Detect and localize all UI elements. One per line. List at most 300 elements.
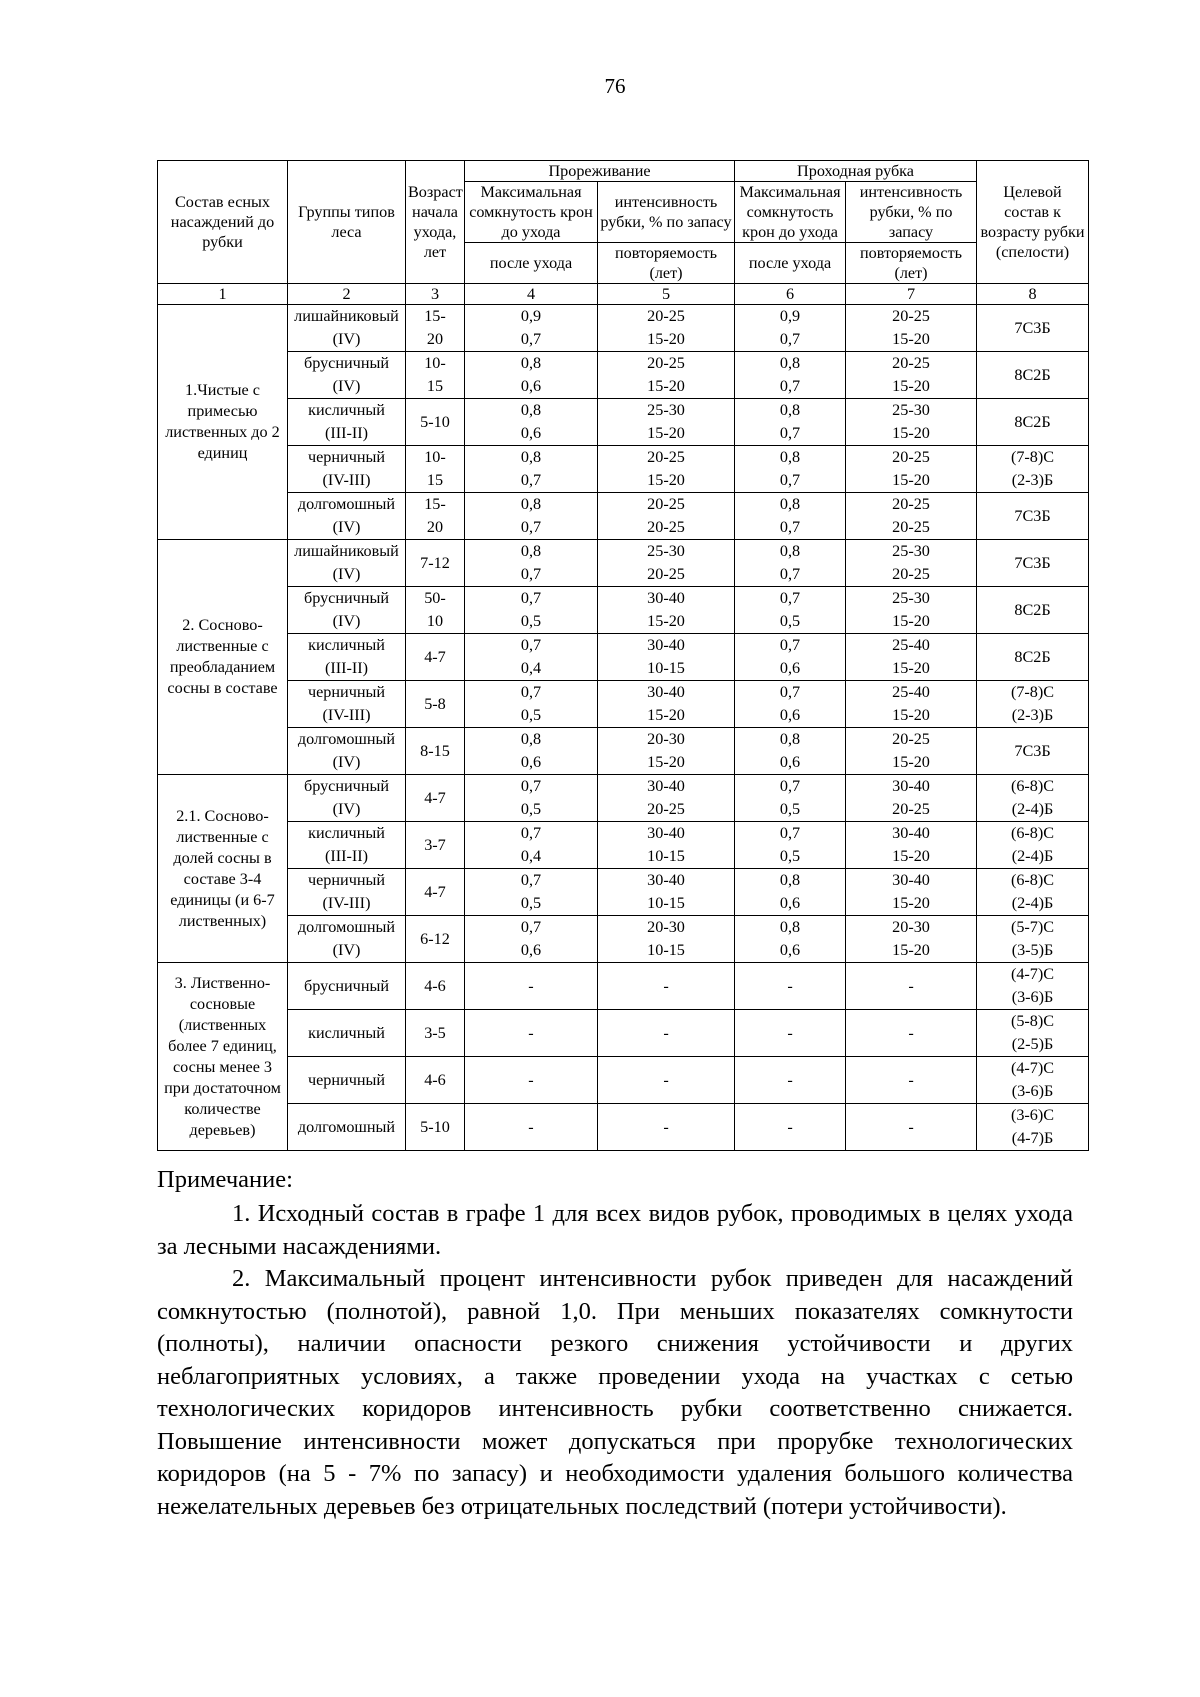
thinning-density <box>465 681 598 728</box>
table-header <box>158 161 1089 305</box>
thinning-intensity <box>598 916 735 963</box>
header-after-care-pass: после ухода <box>735 243 846 284</box>
thinning-intensity-line: 20-25 <box>647 495 685 513</box>
target-composition <box>977 681 1089 728</box>
thinning-intensity-line: 15-20 <box>647 330 685 348</box>
empty-value: - <box>598 1010 735 1057</box>
passage-intensity-line: 15-20 <box>892 847 930 865</box>
forest-type <box>288 587 406 634</box>
passage-density-line: 0,6 <box>779 706 801 724</box>
target-composition <box>977 352 1089 399</box>
target-composition-line: (5-8)С <box>1010 1012 1055 1030</box>
forest-class: (III-II) <box>324 424 369 442</box>
header-target-composition: Целевой состав к возрасту рубки (спелости) <box>977 161 1089 284</box>
thinning-density-line: 0,5 <box>520 612 542 630</box>
header-repeat: повторяемость (лет) <box>598 243 735 284</box>
forest-type-name: кисличный <box>308 401 385 419</box>
passage-density <box>735 681 846 728</box>
target-composition-line: (2-4)Б <box>1011 800 1054 818</box>
passage-intensity-line: 20-25 <box>892 354 930 372</box>
forest-type <box>288 634 406 681</box>
passage-intensity-line: 25-40 <box>892 683 930 701</box>
passage-intensity-line: 20-25 <box>892 307 930 325</box>
thinning-density <box>465 822 598 869</box>
forest-type <box>288 681 406 728</box>
table-row <box>158 1057 1089 1104</box>
empty-value: - <box>465 963 598 1010</box>
target-composition-line: (5-7)С <box>1010 918 1055 936</box>
start-age <box>406 493 465 540</box>
target-composition-line: 8С2Б <box>1014 412 1051 431</box>
start-age <box>406 916 465 963</box>
column-number: 6 <box>735 284 846 305</box>
thinning-density-line: 0,5 <box>520 706 542 724</box>
target-composition-line: 7С3Б <box>1014 506 1051 525</box>
passage-intensity <box>846 352 977 399</box>
passage-intensity-line: 20-25 <box>892 518 930 536</box>
thinning-intensity-line: 10-15 <box>647 894 685 912</box>
passage-intensity-line: 25-30 <box>892 589 930 607</box>
passage-intensity-line: 15-20 <box>892 659 930 677</box>
forest-class: (IV) <box>332 800 361 818</box>
start-age <box>406 728 465 775</box>
thinning-intensity <box>598 728 735 775</box>
target-composition-line: 7С3Б <box>1014 553 1051 572</box>
target-composition-line: (6-8)С <box>1010 777 1055 795</box>
forest-type-name: долгомошный <box>297 730 396 748</box>
target-composition <box>977 775 1089 822</box>
header-intensity-pass: интенсивность рубки, % по запасу <box>846 182 977 243</box>
forest-type <box>288 822 406 869</box>
thinning-density-line: 0,8 <box>520 730 542 748</box>
thinning-density-line: 0,8 <box>520 542 542 560</box>
table-row <box>158 399 1089 446</box>
start-age-line: 20 <box>426 518 444 536</box>
thinning-intensity-line: 25-30 <box>647 401 685 419</box>
start-age-line: 15 <box>426 377 444 395</box>
empty-value: - <box>846 1010 977 1057</box>
passage-density-line: 0,7 <box>779 777 801 795</box>
start-age-line: 15- <box>424 307 446 325</box>
forest-type-name: долгомошный <box>297 495 396 513</box>
target-composition-line: (2-3)Б <box>1011 471 1054 489</box>
forest-type <box>288 775 406 822</box>
passage-intensity <box>846 493 977 540</box>
thinning-density <box>465 634 598 681</box>
forest-type-name: кисличный <box>308 824 385 842</box>
table-row <box>158 822 1089 869</box>
thinning-intensity <box>598 822 735 869</box>
start-age <box>406 305 465 352</box>
start-age-line: 6-12 <box>420 929 450 948</box>
target-composition-line: (6-8)С <box>1010 871 1055 889</box>
note-title: Примечание: <box>157 1166 293 1193</box>
passage-density <box>735 634 846 681</box>
table-row <box>158 1104 1089 1151</box>
target-composition-line: (3-6)С <box>1010 1106 1055 1124</box>
thinning-density-line: 0,8 <box>520 495 542 513</box>
thinning-intensity-line: 15-20 <box>647 612 685 630</box>
passage-intensity-line: 15-20 <box>892 377 930 395</box>
thinning-density-line: 0,6 <box>520 377 542 395</box>
table-row <box>158 352 1089 399</box>
forest-type-name: брусничный <box>303 777 390 795</box>
thinning-intensity <box>598 587 735 634</box>
start-age: 4-6 <box>406 1057 465 1104</box>
passage-intensity-line: 30-40 <box>892 777 930 795</box>
thinning-intensity-line: 15-20 <box>647 377 685 395</box>
target-composition <box>977 446 1089 493</box>
thinning-intensity-line: 20-25 <box>647 518 685 536</box>
forest-class: (IV) <box>332 518 361 536</box>
start-age <box>406 681 465 728</box>
target-composition <box>977 728 1089 775</box>
target-composition-line: (7-8)С <box>1010 683 1055 701</box>
header-forest-type: Группы типов леса <box>288 161 406 284</box>
column-number: 8 <box>977 284 1089 305</box>
thinning-density-line: 0,8 <box>520 354 542 372</box>
empty-value: - <box>465 1104 598 1151</box>
passage-density <box>735 352 846 399</box>
thinning-intensity-line: 30-40 <box>647 683 685 701</box>
passage-density-line: 0,8 <box>779 542 801 560</box>
passage-density-line: 0,7 <box>779 424 801 442</box>
start-age-line: 10- <box>424 448 446 466</box>
table-row <box>158 728 1089 775</box>
forest-type-name: лишайниковый <box>294 542 399 560</box>
passage-density-line: 0,8 <box>779 918 801 936</box>
thinning-density-line: 0,7 <box>520 777 542 795</box>
thinning-density-line: 0,7 <box>520 636 542 654</box>
forest-type: черничный <box>288 1057 406 1104</box>
thinning-intensity-line: 10-15 <box>647 941 685 959</box>
passage-density <box>735 446 846 493</box>
passage-density-line: 0,7 <box>779 471 801 489</box>
stand-composition: 1.Чистые с примесью лиственных до 2 единиц <box>158 305 288 540</box>
forest-type-name: черничный <box>307 448 386 466</box>
target-composition-line: (4-7)С <box>1010 965 1055 983</box>
thinning-density-line: 0,9 <box>520 307 542 325</box>
thinning-density <box>465 540 598 587</box>
stand-composition: 2. Сосново-лиственные с преобладанием сосны в составе <box>158 540 288 775</box>
passage-intensity-line: 30-40 <box>892 871 930 889</box>
target-composition-line: 8С2Б <box>1014 600 1051 619</box>
passage-density-line: 0,8 <box>779 448 801 466</box>
table-row <box>158 493 1089 540</box>
thinning-density-line: 0,7 <box>520 871 542 889</box>
thinning-density <box>465 399 598 446</box>
forest-type-name: долгомошный <box>297 918 396 936</box>
passage-intensity-line: 20-25 <box>892 565 930 583</box>
passage-intensity <box>846 869 977 916</box>
start-age-line: 50- <box>424 589 446 607</box>
forest-class: (IV) <box>332 377 361 395</box>
thinning-density-line: 0,8 <box>520 448 542 466</box>
passage-intensity-line: 20-25 <box>892 495 930 513</box>
thinning-density-line: 0,7 <box>520 565 542 583</box>
target-composition-line: (3-6)Б <box>1011 1082 1054 1100</box>
forest-type: кисличный <box>288 1010 406 1057</box>
passage-density <box>735 869 846 916</box>
target-composition <box>977 1010 1089 1057</box>
passage-density <box>735 728 846 775</box>
target-composition-line: 7С3Б <box>1014 741 1051 760</box>
column-number: 3 <box>406 284 465 305</box>
passage-intensity-line: 20-30 <box>892 918 930 936</box>
thinning-density-line: 0,7 <box>520 824 542 842</box>
table-row <box>158 681 1089 728</box>
thinning-intensity-line: 15-20 <box>647 706 685 724</box>
note-paragraph-1: 1. Исходный состав в графе 1 для всех видов рубок, проводимых в целях ухода за лесными насаждениями. <box>157 1200 1073 1260</box>
start-age-line: 8-15 <box>420 741 450 760</box>
target-composition-line: 7С3Б <box>1014 318 1051 337</box>
thinning-intensity-line: 20-25 <box>647 565 685 583</box>
passage-intensity-line: 15-20 <box>892 894 930 912</box>
passage-intensity-line: 25-30 <box>892 542 930 560</box>
passage-intensity-line: 20-25 <box>892 448 930 466</box>
thinning-intensity <box>598 305 735 352</box>
target-composition <box>977 963 1089 1010</box>
passage-density <box>735 493 846 540</box>
forest-type-name: лишайниковый <box>294 307 399 325</box>
target-composition <box>977 916 1089 963</box>
start-age-line: 10- <box>424 354 446 372</box>
target-composition <box>977 540 1089 587</box>
passage-intensity <box>846 822 977 869</box>
target-composition-line: (6-8)С <box>1010 824 1055 842</box>
start-age: 3-5 <box>406 1010 465 1057</box>
start-age-line: 7-12 <box>420 553 450 572</box>
thinning-intensity-line: 30-40 <box>647 589 685 607</box>
note-body <box>157 1198 1073 1523</box>
thinning-density-line: 0,4 <box>520 659 542 677</box>
column-number: 1 <box>158 284 288 305</box>
target-composition-line: (3-6)Б <box>1011 988 1054 1006</box>
empty-value: - <box>735 1057 846 1104</box>
passage-density-line: 0,9 <box>779 307 801 325</box>
passage-intensity <box>846 540 977 587</box>
passage-density-line: 0,6 <box>779 753 801 771</box>
forest-type-name: брусничный <box>303 354 390 372</box>
empty-value: - <box>846 1104 977 1151</box>
passage-density-line: 0,7 <box>779 330 801 348</box>
thinning-intensity-line: 30-40 <box>647 636 685 654</box>
thinning-density-line: 0,6 <box>520 753 542 771</box>
start-age <box>406 540 465 587</box>
passage-intensity <box>846 305 977 352</box>
passage-density <box>735 540 846 587</box>
thinning-intensity-line: 20-25 <box>647 307 685 325</box>
header-passage-cutting: Проходная рубка <box>735 161 977 182</box>
thinning-intensity-line: 20-30 <box>647 730 685 748</box>
thinning-density-line: 0,5 <box>520 800 542 818</box>
thinning-density-line: 0,7 <box>520 683 542 701</box>
thinning-density <box>465 587 598 634</box>
empty-value: - <box>846 1057 977 1104</box>
table-row <box>158 540 1089 587</box>
target-composition <box>977 587 1089 634</box>
thinning-intensity-line: 20-25 <box>647 800 685 818</box>
table-row <box>158 587 1089 634</box>
passage-density-line: 0,8 <box>779 495 801 513</box>
table-body <box>158 305 1089 1151</box>
thinning-density <box>465 352 598 399</box>
table-row <box>158 634 1089 681</box>
target-composition-line: 8С2Б <box>1014 365 1051 384</box>
empty-value: - <box>598 1104 735 1151</box>
passage-intensity-line: 30-40 <box>892 824 930 842</box>
thinning-density-line: 0,7 <box>520 471 542 489</box>
thinning-intensity-line: 15-20 <box>647 424 685 442</box>
thinning-density <box>465 775 598 822</box>
passage-intensity-line: 25-30 <box>892 401 930 419</box>
thinning-intensity <box>598 493 735 540</box>
thinning-density <box>465 728 598 775</box>
table-row <box>158 775 1089 822</box>
forest-class: (IV) <box>332 565 361 583</box>
note-paragraph-2: 2. Максимальный процент интенсивности рубок приведен для насаждений сомкнутостью (полнотой), равной 1,0. При меньших показателях сомкнутости (полноты), наличии опасности резкого снижения устойчивости и других неблагоприятных условиях, а также проведении ухода на участках с сетью технологических коридоров интенсивность рубки соответственно снижается. Повышение интенсивности может допускаться при прорубке технологических коридоров (на 5 - 7% по запасу) и необходимости удаления большого количества нежелательных деревьев без отрицательных последствий (потери устойчивости). <box>157 1265 1073 1520</box>
forest-class: (IV) <box>332 330 361 348</box>
table-row <box>158 1010 1089 1057</box>
passage-density-line: 0,6 <box>779 894 801 912</box>
passage-density-line: 0,7 <box>779 636 801 654</box>
target-composition-line: 8С2Б <box>1014 647 1051 666</box>
passage-intensity-line: 20-25 <box>892 800 930 818</box>
passage-intensity <box>846 728 977 775</box>
passage-intensity <box>846 775 977 822</box>
start-age <box>406 869 465 916</box>
thinning-density-line: 0,5 <box>520 894 542 912</box>
passage-intensity <box>846 446 977 493</box>
forest-type: долгомошный <box>288 1104 406 1151</box>
forest-class: (III-II) <box>324 847 369 865</box>
passage-intensity <box>846 587 977 634</box>
start-age-line: 5-10 <box>420 412 450 431</box>
empty-value: - <box>735 1104 846 1151</box>
empty-value: - <box>846 963 977 1010</box>
passage-density <box>735 305 846 352</box>
thinning-density <box>465 493 598 540</box>
passage-density-line: 0,7 <box>779 824 801 842</box>
forest-type <box>288 540 406 587</box>
start-age <box>406 446 465 493</box>
passage-intensity-line: 15-20 <box>892 330 930 348</box>
passage-intensity-line: 20-25 <box>892 730 930 748</box>
thinning-density-line: 0,7 <box>520 518 542 536</box>
forest-type-name: брусничный <box>303 589 390 607</box>
start-age <box>406 587 465 634</box>
passage-density <box>735 775 846 822</box>
forest-class: (IV) <box>332 941 361 959</box>
forest-class: (III-II) <box>324 659 369 677</box>
forest-type <box>288 446 406 493</box>
passage-density <box>735 822 846 869</box>
thinning-density-line: 0,6 <box>520 941 542 959</box>
target-composition-line: (3-5)Б <box>1011 941 1054 959</box>
start-age-line: 15- <box>424 495 446 513</box>
target-composition <box>977 869 1089 916</box>
thinning-intensity-line: 15-20 <box>647 471 685 489</box>
passage-intensity <box>846 634 977 681</box>
passage-density-line: 0,7 <box>779 589 801 607</box>
target-composition <box>977 493 1089 540</box>
thinning-intensity <box>598 446 735 493</box>
passage-density-line: 0,6 <box>779 941 801 959</box>
passage-intensity-line: 15-20 <box>892 612 930 630</box>
passage-density-line: 0,7 <box>779 518 801 536</box>
forest-class: (IV-III) <box>322 706 371 724</box>
thinning-density-line: 0,6 <box>520 424 542 442</box>
forest-type <box>288 728 406 775</box>
passage-intensity-line: 15-20 <box>892 424 930 442</box>
passage-density <box>735 587 846 634</box>
thinning-intensity-line: 10-15 <box>647 847 685 865</box>
forest-type <box>288 352 406 399</box>
thinning-intensity-line: 25-30 <box>647 542 685 560</box>
header-composition: Состав есных насаждений до рубки <box>158 161 288 284</box>
thinning-intensity-line: 20-30 <box>647 918 685 936</box>
forest-type <box>288 399 406 446</box>
passage-intensity-line: 15-20 <box>892 706 930 724</box>
passage-intensity-line: 15-20 <box>892 471 930 489</box>
forest-type-name: кисличный <box>308 636 385 654</box>
passage-density-line: 0,5 <box>779 847 801 865</box>
forest-type-name: черничный <box>307 871 386 889</box>
thinning-intensity <box>598 399 735 446</box>
target-composition <box>977 305 1089 352</box>
thinning-density-line: 0,8 <box>520 401 542 419</box>
target-composition-line: (2-5)Б <box>1011 1035 1054 1053</box>
thinning-density-line: 0,7 <box>520 589 542 607</box>
forest-type-name: черничный <box>307 683 386 701</box>
column-number: 7 <box>846 284 977 305</box>
start-age <box>406 775 465 822</box>
empty-value: - <box>598 963 735 1010</box>
passage-density-line: 0,5 <box>779 612 801 630</box>
column-number: 5 <box>598 284 735 305</box>
target-composition-line: (2-3)Б <box>1011 706 1054 724</box>
thinning-table <box>157 160 1089 1151</box>
table-row <box>158 446 1089 493</box>
target-composition-line: (4-7)С <box>1010 1059 1055 1077</box>
thinning-intensity-line: 30-40 <box>647 824 685 842</box>
start-age <box>406 352 465 399</box>
header-repeat-pass: повторяемость (лет) <box>846 243 977 284</box>
table-row <box>158 916 1089 963</box>
start-age <box>406 822 465 869</box>
header-max-density: Максимальная сомкнутость крон до ухода <box>465 182 598 243</box>
passage-density-line: 0,8 <box>779 401 801 419</box>
empty-value: - <box>735 963 846 1010</box>
passage-density-line: 0,7 <box>779 565 801 583</box>
column-number: 2 <box>288 284 406 305</box>
empty-value: - <box>598 1057 735 1104</box>
passage-density-line: 0,7 <box>779 377 801 395</box>
start-age-line: 20 <box>426 330 444 348</box>
forest-class: (IV) <box>332 753 361 771</box>
thinning-density-line: 0,7 <box>520 918 542 936</box>
forest-type: брусничный <box>288 963 406 1010</box>
thinning-intensity <box>598 869 735 916</box>
thinning-intensity <box>598 352 735 399</box>
passage-intensity-line: 15-20 <box>892 753 930 771</box>
thinning-density <box>465 916 598 963</box>
start-age-line: 5-8 <box>424 694 446 713</box>
empty-value: - <box>735 1010 846 1057</box>
header-max-density-pass: Максимальная сомкнутость крон до ухода <box>735 182 846 243</box>
forest-class: (IV-III) <box>322 471 371 489</box>
target-composition <box>977 399 1089 446</box>
